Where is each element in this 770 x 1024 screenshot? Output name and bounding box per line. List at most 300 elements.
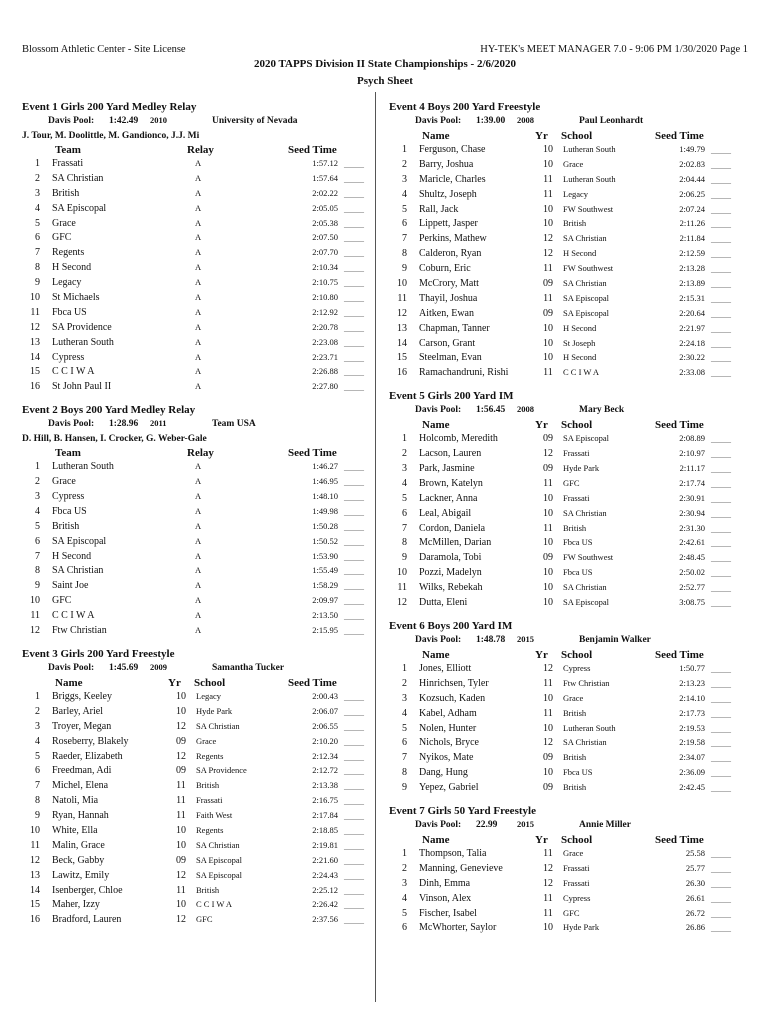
school: Grace bbox=[563, 692, 584, 703]
school-header: School bbox=[561, 419, 593, 432]
swimmer-row bbox=[22, 764, 367, 779]
swimmer-name: Barley, Ariel bbox=[52, 705, 104, 717]
seed-time: 2:06.07 bbox=[312, 705, 338, 716]
year: 10 bbox=[543, 582, 553, 594]
swimmer-name: Roseberry, Blakely bbox=[52, 735, 129, 747]
year: 10 bbox=[543, 692, 553, 704]
school: C C I W A bbox=[196, 899, 233, 910]
seed-time: 2:42.45 bbox=[679, 782, 705, 793]
place: 14 bbox=[397, 337, 407, 349]
seed-time: 2:19.53 bbox=[679, 722, 705, 733]
column-divider bbox=[375, 92, 376, 1002]
relay-letter: A bbox=[195, 158, 202, 168]
swimmer-row bbox=[389, 232, 749, 247]
seed-time: 3:08.75 bbox=[679, 597, 705, 608]
year: 10 bbox=[176, 824, 186, 836]
place: 10 bbox=[30, 292, 40, 304]
finals-blank: _____ bbox=[711, 909, 731, 919]
record-holder: Samantha Tucker bbox=[212, 662, 285, 673]
team-name: H Second bbox=[52, 550, 92, 562]
place: 8 bbox=[402, 767, 407, 779]
swimmer-name: Thayil, Joshua bbox=[419, 292, 478, 304]
name-header: Name bbox=[422, 648, 450, 661]
pool-record bbox=[389, 818, 749, 833]
swimmer-name: Troyer, Megan bbox=[52, 720, 112, 732]
finals-blank: _____ bbox=[711, 146, 731, 155]
swimmer-name: Coburn, Eric bbox=[419, 263, 471, 275]
finals-blank: _____ bbox=[344, 204, 364, 214]
team-name: Saint Joe bbox=[52, 580, 89, 592]
finals-blank: _____ bbox=[711, 190, 731, 200]
finals-blank: _____ bbox=[344, 916, 364, 926]
finals-blank: _____ bbox=[711, 754, 731, 764]
finals-blank: _____ bbox=[344, 856, 364, 866]
pool-record bbox=[22, 417, 367, 432]
swimmer-name: Pozzi, Madelyn bbox=[419, 567, 482, 579]
relay-letter: A bbox=[195, 306, 202, 317]
swimmer-name: Wilks, Rebekah bbox=[419, 582, 483, 594]
place: 9 bbox=[402, 552, 407, 564]
record-year: 2015 bbox=[517, 818, 534, 829]
swimmer-row bbox=[22, 839, 367, 854]
school: SA Christian bbox=[563, 507, 607, 518]
swimmer-row bbox=[389, 143, 749, 158]
relay-header: Relay bbox=[187, 144, 214, 156]
swimmer-row bbox=[389, 492, 749, 507]
finals-blank: _____ bbox=[711, 599, 731, 609]
team-name: Cypress bbox=[52, 491, 85, 503]
year: 11 bbox=[543, 707, 553, 719]
seed-time: 2:19.58 bbox=[679, 737, 705, 748]
school: SA Episcopal bbox=[196, 869, 243, 880]
team-row bbox=[22, 202, 367, 217]
seed-time: 25.77 bbox=[685, 862, 705, 873]
school: FW Southwest bbox=[563, 203, 614, 214]
year: 11 bbox=[176, 795, 186, 807]
place: 15 bbox=[30, 899, 40, 911]
team-name: Frassati bbox=[52, 158, 84, 169]
seed-time: 2:12.34 bbox=[312, 750, 338, 761]
place: 12 bbox=[30, 854, 40, 866]
swimmer-name: McMillen, Darian bbox=[419, 537, 492, 549]
finals-blank: _____ bbox=[344, 294, 364, 304]
school: British bbox=[563, 782, 587, 793]
relay-letter: A bbox=[195, 351, 202, 362]
place: 10 bbox=[397, 567, 407, 579]
team-row bbox=[22, 157, 367, 172]
year: 10 bbox=[543, 567, 553, 579]
record-relayers: J. Tour, M. Doolittle, M. Gandionco, J.J. Mi bbox=[22, 131, 200, 141]
record-label: Davis Pool: bbox=[415, 634, 462, 645]
column-headers bbox=[22, 446, 367, 460]
place: 5 bbox=[35, 520, 40, 532]
seed-time: 2:10.20 bbox=[312, 735, 338, 746]
swimmer-name: Ramachandruni, Rishi bbox=[419, 367, 509, 379]
finals-blank: _____ bbox=[711, 679, 731, 689]
swimmer-name: Steelman, Evan bbox=[419, 352, 482, 364]
relay-letter: A bbox=[195, 476, 202, 487]
swimmer-row bbox=[22, 690, 367, 705]
seed-time: 1:46.95 bbox=[312, 476, 338, 487]
swimmer-row bbox=[389, 351, 749, 366]
seed-time: 2:13.89 bbox=[679, 278, 705, 289]
seed-time: 26.30 bbox=[685, 877, 705, 888]
record-holder: Mary Beck bbox=[579, 405, 625, 416]
place: 6 bbox=[402, 922, 407, 934]
swimmer-row bbox=[389, 707, 749, 722]
place: 14 bbox=[30, 351, 40, 363]
school: Regents bbox=[196, 750, 224, 761]
school: SA Episcopal bbox=[563, 307, 610, 318]
year: 11 bbox=[543, 892, 553, 904]
yr-header: Yr bbox=[168, 676, 181, 689]
year: 09 bbox=[176, 854, 186, 866]
seed-time: 2:10.97 bbox=[679, 448, 705, 459]
year: 09 bbox=[543, 552, 553, 564]
place: 2 bbox=[402, 862, 407, 874]
seed-time: 1:58.29 bbox=[312, 580, 338, 591]
seed-time: 1:57.64 bbox=[312, 172, 338, 183]
name-header: Name bbox=[422, 130, 450, 142]
school: SA Christian bbox=[196, 720, 240, 731]
year: 11 bbox=[176, 810, 186, 822]
team-name: SA Providence bbox=[52, 321, 112, 333]
swimmer-row bbox=[389, 522, 749, 537]
finals-blank: _____ bbox=[344, 234, 364, 244]
swimmer-row bbox=[389, 158, 749, 173]
seed-header: Seed Time bbox=[655, 130, 704, 142]
place: 3 bbox=[402, 173, 407, 185]
event-title: Event 6 Boys 200 Yard IM bbox=[389, 619, 513, 632]
seed-time: 25.58 bbox=[685, 847, 705, 858]
swimmer-row bbox=[389, 536, 749, 551]
swimmer-name: Park, Jasmine bbox=[419, 463, 475, 475]
seed-time: 2:02.83 bbox=[679, 158, 705, 169]
place: 4 bbox=[402, 707, 407, 719]
school: GFC bbox=[563, 477, 580, 488]
team-name: Ftw Christian bbox=[52, 625, 107, 637]
name-header: Name bbox=[422, 833, 450, 846]
finals-blank: _____ bbox=[711, 280, 731, 290]
year: 10 bbox=[543, 767, 553, 779]
school: SA Christian bbox=[563, 582, 607, 593]
school: Grace bbox=[196, 735, 217, 746]
finals-blank: _____ bbox=[344, 308, 364, 318]
team-name: Cypress bbox=[52, 351, 85, 363]
swimmer-row bbox=[389, 907, 749, 922]
school: FW Southwest bbox=[563, 552, 614, 563]
year: 10 bbox=[543, 337, 553, 349]
seed-time: 1:53.90 bbox=[312, 550, 338, 561]
seed-time: 1:50.77 bbox=[679, 662, 705, 673]
right-column bbox=[389, 100, 749, 936]
year: 10 bbox=[543, 158, 553, 170]
year: 10 bbox=[543, 322, 553, 334]
seed-header: Seed Time bbox=[655, 833, 704, 846]
record-label: Davis Pool: bbox=[48, 116, 95, 126]
year: 12 bbox=[176, 720, 186, 732]
seed-header: Seed Time bbox=[288, 144, 337, 156]
year: 12 bbox=[543, 662, 553, 674]
finals-blank: _____ bbox=[344, 612, 364, 622]
swimmer-name: Beck, Gabby bbox=[52, 854, 105, 866]
year: 10 bbox=[176, 690, 186, 702]
seed-time: 2:10.75 bbox=[312, 277, 338, 288]
year: 11 bbox=[543, 477, 553, 489]
seed-time: 2:30.22 bbox=[679, 352, 705, 363]
swimmer-name: Holcomb, Meredith bbox=[419, 433, 498, 445]
place: 5 bbox=[402, 722, 407, 734]
relay-letter: A bbox=[195, 202, 202, 213]
year: 11 bbox=[543, 263, 553, 275]
relay-letter: A bbox=[195, 217, 202, 228]
swimmer-name: Vinson, Alex bbox=[419, 892, 472, 904]
swimmer-name: Aitken, Ewan bbox=[419, 307, 474, 319]
swimmer-row bbox=[389, 188, 749, 203]
team-row bbox=[22, 550, 367, 565]
place: 3 bbox=[402, 877, 407, 889]
record-time: 1:48.78 bbox=[476, 634, 506, 645]
finals-blank: _____ bbox=[711, 494, 731, 504]
seed-time: 2:17.73 bbox=[679, 707, 705, 718]
school: Frassati bbox=[563, 877, 590, 888]
relay-letter: A bbox=[195, 366, 202, 377]
school: Grace bbox=[563, 158, 584, 169]
seed-time: 2:30.94 bbox=[679, 507, 705, 518]
finals-blank: _____ bbox=[344, 582, 364, 592]
seed-time: 2:10.34 bbox=[312, 262, 338, 273]
header-left: Blossom Athletic Center - Site License bbox=[22, 44, 186, 55]
swimmer-name: Rall, Jack bbox=[419, 203, 459, 215]
event-title: Event 4 Boys 200 Yard Freestyle bbox=[389, 101, 541, 113]
record-time: 1:28.96 bbox=[109, 419, 139, 430]
place: 6 bbox=[35, 232, 40, 244]
finals-blank: _____ bbox=[344, 737, 364, 747]
seed-time: 2:20.64 bbox=[679, 307, 705, 318]
place: 8 bbox=[402, 248, 407, 260]
school: SA Christian bbox=[563, 278, 607, 289]
swimmer-row bbox=[389, 581, 749, 596]
seed-time: 2:09.97 bbox=[312, 595, 338, 606]
school: British bbox=[196, 780, 220, 791]
name-header: Name bbox=[422, 419, 450, 432]
finals-blank: _____ bbox=[711, 175, 731, 185]
school: British bbox=[196, 884, 220, 895]
seed-time: 2:26.88 bbox=[312, 366, 338, 377]
team-row bbox=[22, 564, 367, 579]
swimmer-name: Isenberger, Chloe bbox=[52, 884, 123, 896]
seed-time: 2:52.77 bbox=[679, 582, 705, 593]
left-column bbox=[22, 100, 367, 928]
place: 10 bbox=[30, 595, 40, 607]
swimmer-row bbox=[389, 447, 749, 462]
relay-letter: A bbox=[195, 172, 202, 183]
record-time: 1:39.00 bbox=[476, 116, 506, 126]
meet-title: 2020 TAPPS Division II State Championships - 2/6/2020 bbox=[253, 58, 517, 70]
place: 3 bbox=[35, 491, 40, 503]
swimmer-name: Thompson, Talia bbox=[419, 847, 487, 859]
swimmer-row bbox=[389, 781, 749, 796]
seed-time: 2:31.30 bbox=[679, 522, 705, 533]
event-title: Event 7 Girls 50 Yard Freestyle bbox=[389, 804, 536, 817]
swimmer-name: Jones, Elliott bbox=[419, 662, 472, 674]
team-row bbox=[22, 380, 367, 395]
finals-blank: _____ bbox=[711, 724, 731, 734]
yr-header: Yr bbox=[535, 130, 548, 142]
seed-time: 2:15.31 bbox=[679, 292, 705, 303]
place: 11 bbox=[30, 610, 40, 622]
finals-blank: _____ bbox=[344, 826, 364, 836]
relay-letter: A bbox=[195, 491, 202, 502]
swimmer-name: White, Ella bbox=[52, 824, 98, 836]
yr-header: Yr bbox=[535, 419, 548, 432]
finals-blank: _____ bbox=[344, 537, 364, 547]
finals-blank: _____ bbox=[711, 309, 731, 319]
school: British bbox=[563, 522, 587, 533]
seed-time: 2:23.08 bbox=[312, 336, 338, 347]
school: Faith West bbox=[196, 810, 233, 821]
team-row bbox=[22, 475, 367, 490]
swimmer-row bbox=[389, 262, 749, 277]
seed-header: Seed Time bbox=[288, 676, 337, 689]
finals-blank: _____ bbox=[344, 507, 364, 517]
header-right: HY-TEK's MEET MANAGER 7.0 - 9:06 PM 1/30/2020 Page 1 bbox=[480, 44, 748, 55]
record-time: 1:42.49 bbox=[109, 116, 139, 126]
year: 11 bbox=[543, 292, 553, 304]
record-year: 2008 bbox=[517, 404, 534, 415]
record-time: 22.99 bbox=[476, 819, 498, 830]
relay-letter: A bbox=[195, 321, 202, 332]
finals-blank: _____ bbox=[711, 879, 731, 889]
school: GFC bbox=[563, 907, 580, 918]
seed-time: 1:57.12 bbox=[312, 158, 338, 168]
finals-blank: _____ bbox=[711, 339, 731, 349]
finals-blank: _____ bbox=[344, 160, 364, 169]
school-header: School bbox=[561, 648, 593, 661]
year: 12 bbox=[176, 750, 186, 762]
school: Frassati bbox=[563, 448, 590, 459]
team-name: SA Christian bbox=[52, 172, 104, 184]
swimmer-row bbox=[389, 662, 749, 677]
finals-blank: _____ bbox=[711, 894, 731, 904]
finals-blank: _____ bbox=[344, 841, 364, 851]
year: 09 bbox=[176, 735, 186, 747]
seed-time: 1:48.10 bbox=[312, 491, 338, 502]
year: 12 bbox=[543, 448, 553, 460]
finals-blank: _____ bbox=[344, 901, 364, 911]
swimmer-name: Raeder, Elizabeth bbox=[52, 750, 123, 762]
school: Ftw Christian bbox=[563, 677, 610, 688]
school: Cypress bbox=[563, 892, 591, 903]
place: 4 bbox=[35, 505, 40, 517]
place: 12 bbox=[397, 307, 407, 319]
team-name: Legacy bbox=[52, 277, 82, 289]
relay-letter: A bbox=[195, 381, 202, 392]
team-row bbox=[22, 187, 367, 202]
record-year: 2009 bbox=[150, 661, 167, 672]
place: 16 bbox=[397, 367, 407, 379]
finals-blank: _____ bbox=[344, 722, 364, 732]
swimmer-name: Natoli, Mia bbox=[52, 795, 99, 807]
swimmer-name: Cordon, Daniela bbox=[419, 522, 486, 534]
team-row bbox=[22, 336, 367, 351]
column-headers bbox=[389, 129, 749, 143]
finals-blank: _____ bbox=[711, 554, 731, 564]
finals-blank: _____ bbox=[711, 294, 731, 304]
swimmer-row bbox=[389, 507, 749, 522]
place: 11 bbox=[397, 292, 407, 304]
team-name: Fbca US bbox=[52, 505, 87, 517]
swimmer-row bbox=[22, 705, 367, 720]
finals-blank: _____ bbox=[344, 767, 364, 777]
relay-letter: A bbox=[195, 535, 202, 546]
seed-time: 2:12.59 bbox=[679, 248, 705, 259]
seed-time: 2:18.85 bbox=[312, 824, 338, 835]
team-name: Grace bbox=[52, 217, 76, 229]
seed-time: 1:50.52 bbox=[312, 535, 338, 546]
seed-time: 2:16.75 bbox=[312, 795, 338, 806]
school-header: School bbox=[561, 833, 593, 846]
place: 15 bbox=[397, 352, 407, 364]
pool-record bbox=[389, 403, 749, 418]
year: 12 bbox=[543, 877, 553, 889]
swimmer-row bbox=[389, 566, 749, 581]
finals-blank: _____ bbox=[711, 584, 731, 594]
swimmer-row bbox=[22, 720, 367, 735]
swimmer-row bbox=[22, 794, 367, 809]
finals-blank: _____ bbox=[344, 567, 364, 577]
swimmer-row bbox=[389, 596, 749, 611]
swimmer-row bbox=[389, 292, 749, 307]
school: British bbox=[563, 707, 587, 718]
seed-header: Seed Time bbox=[655, 648, 704, 661]
seed-time: 2:17.74 bbox=[679, 477, 705, 488]
swimmer-row bbox=[389, 551, 749, 566]
record-label: Davis Pool: bbox=[415, 405, 462, 416]
swimmer-row bbox=[389, 877, 749, 892]
seed-time: 2:13.23 bbox=[679, 677, 705, 688]
team-name: GFC bbox=[52, 232, 72, 244]
swimmer-name: Nyikos, Mate bbox=[419, 752, 474, 764]
school: Lutheran South bbox=[563, 173, 616, 184]
swimmer-name: Leal, Abigail bbox=[419, 507, 472, 519]
pool-record bbox=[22, 661, 367, 676]
seed-time: 2:34.07 bbox=[679, 752, 705, 763]
swimmer-row bbox=[22, 869, 367, 884]
seed-time: 2:07.50 bbox=[312, 232, 338, 243]
finals-blank: _____ bbox=[344, 692, 364, 702]
place: 4 bbox=[35, 735, 40, 747]
swimmer-row bbox=[389, 847, 749, 862]
record-year: 2011 bbox=[150, 418, 167, 429]
place: 5 bbox=[402, 492, 407, 504]
year: 10 bbox=[176, 899, 186, 911]
relay-letter: A bbox=[195, 505, 202, 516]
seed-time: 2:13.50 bbox=[312, 610, 338, 621]
finals-blank: _____ bbox=[344, 279, 364, 289]
relay-letter: A bbox=[195, 336, 202, 347]
finals-blank: _____ bbox=[344, 463, 364, 473]
swimmer-row bbox=[389, 736, 749, 751]
swimmer-name: Lackner, Anna bbox=[419, 492, 478, 504]
school: SA Episcopal bbox=[563, 292, 610, 303]
swimmer-name: Malin, Grace bbox=[52, 839, 105, 851]
record-time: 1:56.45 bbox=[476, 405, 506, 416]
seed-time: 2:25.12 bbox=[312, 884, 338, 895]
finals-blank: _____ bbox=[344, 323, 364, 333]
year: 10 bbox=[543, 537, 553, 549]
finals-blank: _____ bbox=[344, 478, 364, 488]
